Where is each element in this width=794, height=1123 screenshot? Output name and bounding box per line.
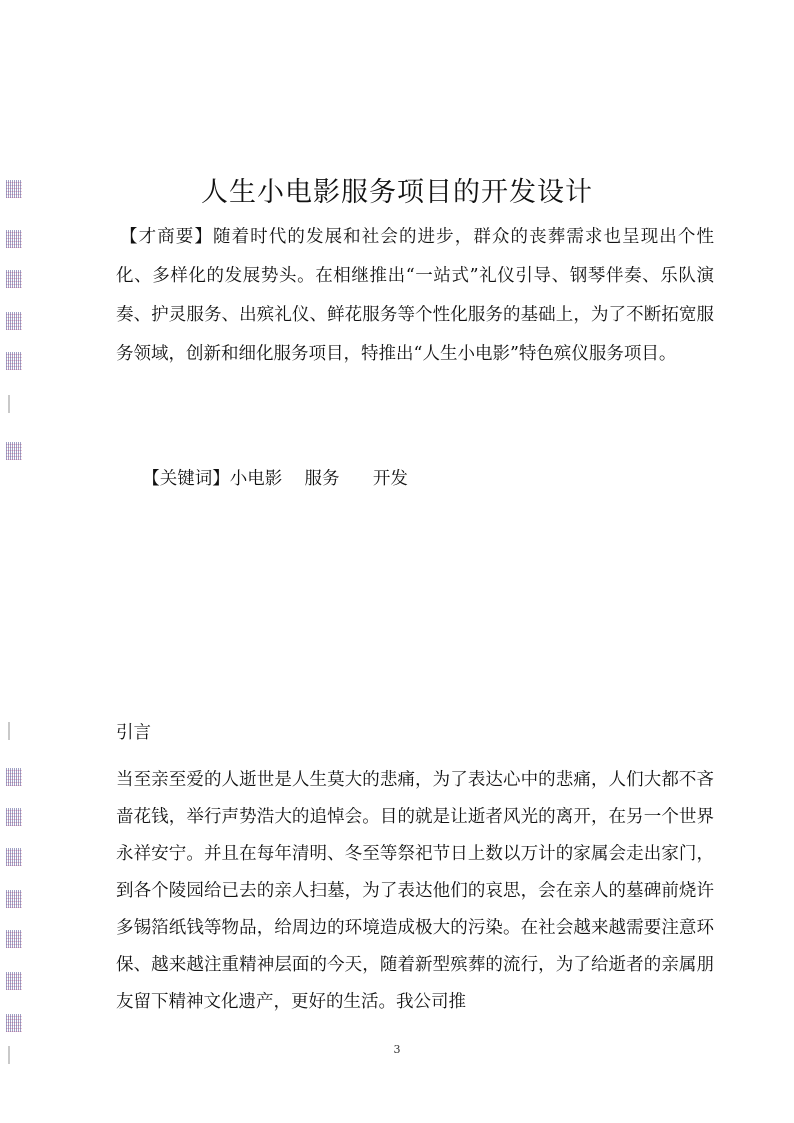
page-number: 3 [393,1043,401,1056]
margin-artifact [6,848,22,866]
margin-artifact [6,890,22,908]
intro-heading: 引言 [116,723,151,743]
margin-artifact [6,1014,22,1032]
intro-paragraph: 当至亲至爱的人逝世是人生莫大的悲痛，为了表达心中的悲痛，人们大都不吝啬花钱，举行声势浩大的追悼会。目的就是让逝者风光的离开，在另一个世界永祥安宁。并且在每年清明、冬至等祭祀节日上数以万计的家属会走出家门，到各个陵园给已去的亲人扫墓，为了表达他们的哀思，会在亲人的墓碑前烧许多锡箔纸钱等物品，给周边的环境造成极大的污染。在社会越来越需要注意环保、越来越注重精神层面的今天，随着新型殡葬的流行，为了给逝者的亲属朋友留下精神文化遗产，更好的生活。我公司推 [116,770,714,1012]
abstract-text: 随着时代的发展和社会的进步，群众的丧葬需求也呈现出个性化、多样化的发展势头。在相继推出“一站式”礼仪引导、钢琴伴奏、乐队演奏、护灵服务、出殡礼仪、鲜花服务等个性化服务的基础上，为了不断拓宽服务领域，创新和细化服务项目，特推出“人生小电影”特色殡仪服务项目。 [116,227,714,364]
keywords-label: 【关键词】 [142,469,230,489]
margin-artifact [6,768,22,786]
page-title: 人生小电影服务项目的开发设计 [201,177,593,208]
margin-artifact [6,972,22,990]
margin-artifact [6,312,22,330]
margin-artifact [6,352,22,370]
margin-artifact [8,395,10,413]
margin-artifact [6,270,22,288]
keywords [120,434,408,524]
margin-artifact [6,230,22,248]
abstract-label: 【才商要】 [120,227,213,247]
margin-artifact [8,722,10,740]
margin-artifact [6,930,22,948]
abstract [116,218,714,374]
keywords-items: 小电影 服务 开发 [229,469,408,489]
margin-artifact [6,808,22,826]
margin-artifact [6,442,22,460]
